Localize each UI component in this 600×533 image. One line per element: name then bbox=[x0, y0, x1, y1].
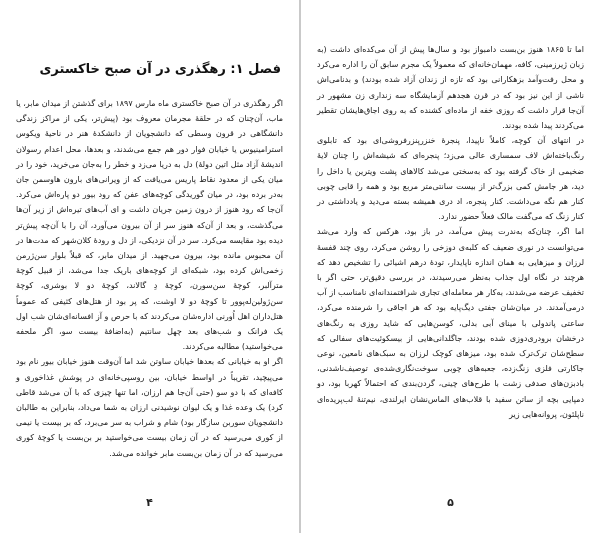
right-page-body bbox=[317, 42, 584, 422]
left-page-body bbox=[16, 96, 283, 461]
chapter-title: فصل ۱: رهگذری در آن صبح خاکستری bbox=[39, 62, 281, 77]
left-paragraph-1: اگر رهگذری در آن صبح خاکستری ماه مارس ۱۸۹۷ برای گذشتن از میدان مابر، یا ماب، آن‌چنان که در حلقهٔ مجرمان معروف بود (پیش‌تر، یکی از مراکز زندگی دانشگاهی در قرون وسطی که دانشجویان از دانشکدهٔ هنر در ناحیهٔ ویکوس استرامینیوس یا خیابان فوار دور هم جمع می‌شدند، و بعدها، محل اعدام رسولان اندیشهٔ آزاد مثل اتین دولهٔ) دل به دریا می‌زد و خطر را به‌جان می‌خرید، خود را در میان یکی از معدود نقاط پاریس می‌یافت که از ویرانی‌های بارون هاوسمن جان به‌در برده بود، در میان گوریدگی کوچه‌های عفن که رود بیور دو پاره‌اش می‌کرد. آن‌جا که رود هنوز از درون زمین جریان داشت و ای آب‌های تیره‌اش از زیر آن‌ها می‌گذشت، و بعد از آن‌که هنوز سر از آن بیرون می‌آورد، آن را با آن‌چه پیش‌تر دیده بود مقایسه می‌کرد. سر در آن نزدیکی، از دل و رودهٔ کلان‌شهر که مدت‌ها در آن محبوس مانده بود، بیرون می‌جهید. از میدان مابر، که قبلاً بلوار سن‌ژرمن زخمی‌اش کرده بود، شبکه‌ای از کوچه‌های باریک جدا می‌شد، از قبیل کوچهٔ مترآلبر، کوچهٔ سن‌سورن، کوچهٔ دِ گالاند، کوچهٔ دو لا بوشری، کوچهٔ سن‌ژولین‌له‌پوور تا کوچهٔ دو لا اوشت، که پر بود از هتل‌های کثیفی که عموماً هتل‌داران اهل اُورنی اداره‌شان می‌کردند که با حرص و آز افسانه‌ای‌شان شب اول یک فرانک و شب‌های بعد چهل سانتیم (به‌اضافهٔ بیست سو، اگر ملحفه می‌خواستید) مطالبه می‌کردند. bbox=[16, 99, 283, 352]
page-number-right: ۵ bbox=[447, 496, 454, 509]
left-page bbox=[0, 0, 299, 533]
right-paragraph-2: در انتهای آن کوچه، کاملاً ناپیدا، پنجرهٔ خنزرپنزرفروشی‌ای بود که تابلوی رنگ‌باخته‌اش لاف سمساری عالی می‌زد؛ پنجره‌ای که شیشه‌اش را چنان لایهٔ ضخیمی از خاک گرفته بود که به‌سختی می‌شد کالاهای پشت ویترین یا داخل را دید، هر جامش کمی بزرگ‌تر از بیست سانتی‌متر مربع بود و همه را قابی چوبی کنار هم نگه می‌داشت. کنار پنجره، اد دری همیشه بسته می‌دید و یادداشتی در کنار زنگ که می‌گفت مالک فعلاً حضور ندارد. bbox=[317, 136, 584, 222]
right-paragraph-3: اما اگر، چنان‌که به‌ندرت پیش می‌آمد، در باز بود، هرکس که وارد می‌شد می‌توانست در نوری ضعیف که کلبه‌ی دوزخی را روشن می‌کرد، روی چند قفسهٔ لرزان و میزهایی به همان اندازه ناپایدار، تودهٔ درهم اشیائی را تشخیص دهد که هرچند در نگاه اول جذاب به‌نظر می‌رسیدند، در بررسی دقیق‌تر، حتی اگر با تخفیف عرضه می‌شدند، به‌کار هر معامله‌ای تجاری شرافتمندانه‌ای نامناسب از آب درمی‌آمدند. در میان‌شان جفتی دیگ‌پایه بود که هر اجاقی را شرمنده می‌کرد، ساعتی پاندولی با مینای آبی بدلی، کوسن‌هایی که شاید روزی به رنگ‌های درخشان برودری‌دوزی شده بودند، جاگلدانی‌هایی از بیسکوئیت‌های سفالی که سطح‌شان ترک‌ترک شده بود، میزهای کوچک لرزان به سبک‌های نامعین، نوعی جاکارتی فلزی زنگ‌زده، جعبه‌های چوبی سوخت‌نگاری‌شده‌ی توصیف‌ناشدنی، بادبزن‌های صدفی زشت با طرح‌های چینی، گردن‌بندی که احتمالاً کهربا بود، دو دمپایی بچه از ساتن سفید با قلاب‌های الماس‌نشان ایرلندی، نیم‌تنه‌ٔ لب‌پریده‌ای ناپلئون، پروانه‌هایی زیر bbox=[317, 227, 584, 419]
left-paragraph-2: اگر او به خیابانی که بعدها خیابان ساوتن شد اما آن‌وقت هنوز خیابان بیور نام بود می‌پیچید، تقریباً در اواسط خیابان، بین روسپی‌خانه‌ای در پوشش غذاخوری و کافه‌ای که با دو سو (حتی آن‌جا هم ارزان، اما تنها چیزی که با آن می‌شد قاطی کرد) یک وعده غذا و یک لیوان نوشیدنی ارزان به شما می‌داد، بنابراین به طالبان دانشجویان سوربن سازگار بود) شام و شراب به سر می‌برد، که بر بیست یا نیمی از کوری می‌رسید که در آن زمان بیست می‌خواستید بر بن‌بست یا کوچهٔ کوری می‌رسید که در آن زمان بن‌بست مابر خوانده می‌شد. bbox=[16, 357, 283, 458]
page-number-left: ۴ bbox=[146, 496, 153, 509]
right-page bbox=[301, 0, 600, 533]
right-paragraph-1: اما تا ۱۸۶۵ هنوز بن‌بست دامبواز بود و سال‌ها پیش از آن می‌کده‌ای داشت (به زبان ژیرزمینی، کافه، مهمان‌خانه‌ای که معمولاً یک مجرم سابق آن را اداره می‌کرد و محل رفت‌وآمد بزهکارانی بود که تازه از زندان آزاد شده بودند) و بدنامی‌اش ناشی از این نیز بود که در قرن هجدهم آزمایشگاه سه زنداری زن مشهور در آن‌جا قرار داشت که روزی خفه از ماده‌ای کشنده که به روی اجاق‌هایشان تقطیر می‌کردند پیدا شده بودند. bbox=[317, 45, 584, 131]
